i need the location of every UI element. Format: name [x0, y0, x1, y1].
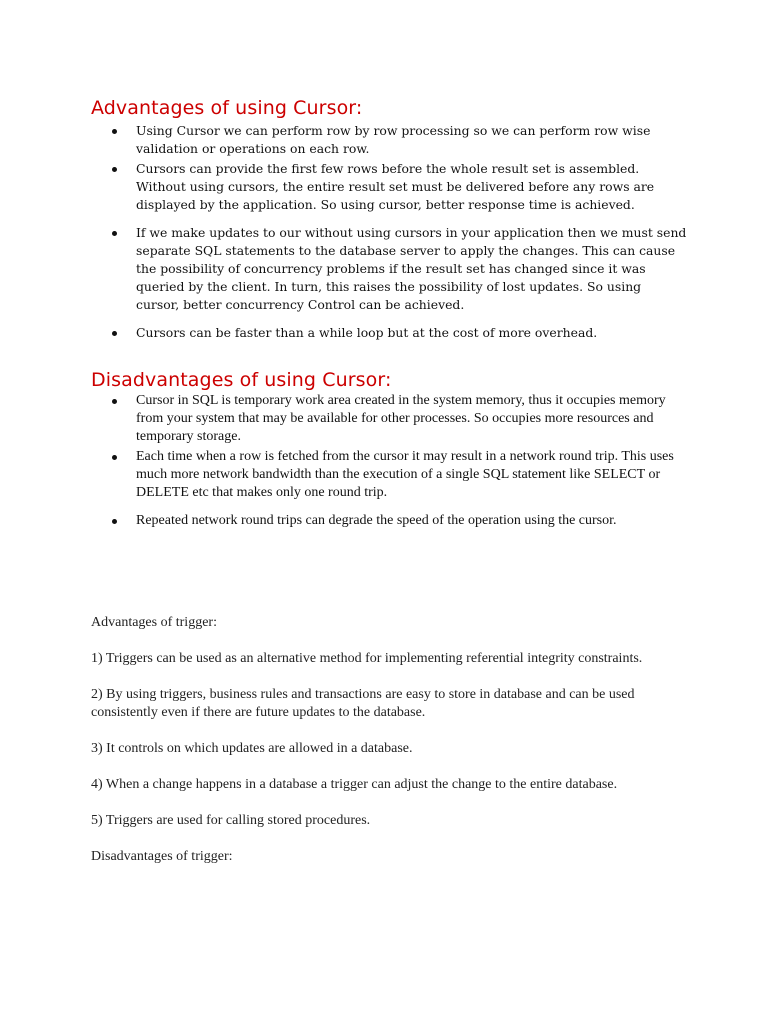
list-item-text: Cursor in SQL is temporary work area created in the system memory, thus it occupies memory from your system that may be available for other processes. So occupies more resources and temporary storage.: [136, 393, 666, 444]
bullet-icon: [112, 519, 117, 524]
trigger-advantage-item: 5) Triggers are used for calling stored procedures.: [91, 813, 371, 828]
trigger-advantage-item: 3) It controls on which updates are allowed in a database.: [91, 741, 413, 756]
bullet-icon: [112, 129, 117, 134]
list-item: [136, 160, 688, 214]
trigger-advantages-heading: Advantages of trigger:: [91, 615, 217, 630]
trigger-advantage-item: 2) By using triggers, business rules and transactions are easy to store in database and can be used consistently even if there are future updates to the database.: [91, 687, 635, 720]
trigger-disadvantages-heading: Disadvantages of trigger:: [91, 849, 233, 864]
list-item-text: If we make updates to our without using cursors in your application then we must send separate SQL statements to the database server to apply the changes. This can cause the possibility of concurrency problems if the result set has changed since it was queried by the client. In turn, this raises the possibility of lost updates. So using cursor, better concurrency Control can be achieved.: [136, 225, 687, 312]
list-item: [136, 224, 688, 314]
list-item: [136, 392, 688, 446]
list-item-text: Using Cursor we can perform row by row processing so we can perform row wise validation or operations on each row.: [136, 123, 651, 156]
bullet-icon: [112, 231, 117, 236]
cursor-advantages-list: [91, 122, 688, 342]
trigger-advantage-item: 4) When a change happens in a database a trigger can adjust the change to the entire database.: [91, 777, 618, 792]
cursor-advantages-heading: Advantages of using Cursor:: [91, 97, 363, 119]
list-item-text: Cursors can be faster than a while loop but at the cost of more overhead.: [136, 325, 598, 340]
cursor-disadvantages-list: [91, 392, 688, 530]
list-item-text: Each time when a row is fetched from the cursor it may result in a network round trip. This uses much more network bandwidth than the execution of a single SQL statement like SELECT or DELETE etc that makes only one round trip.: [136, 449, 674, 500]
trigger-advantage-item: 1) Triggers can be used as an alternative method for implementing referential integrity constraints.: [91, 651, 643, 666]
bullet-icon: [112, 455, 117, 460]
list-item-text: Repeated network round trips can degrade the speed of the operation using the cursor.: [136, 513, 617, 528]
list-item: [136, 122, 688, 158]
bullet-icon: [112, 167, 117, 172]
list-item-text: Cursors can provide the first few rows before the whole result set is assembled. Without using cursors, the entire result set must be delivered before any rows are displayed by the application. So using cursor, better response time is achieved.: [136, 161, 655, 212]
trigger-section: [91, 614, 688, 866]
list-item: [136, 448, 688, 502]
bullet-icon: [112, 399, 117, 404]
list-item: [136, 512, 688, 530]
list-item: [136, 324, 688, 342]
cursor-disadvantages-heading: Disadvantages of using Cursor:: [91, 369, 392, 391]
bullet-icon: [112, 331, 117, 336]
